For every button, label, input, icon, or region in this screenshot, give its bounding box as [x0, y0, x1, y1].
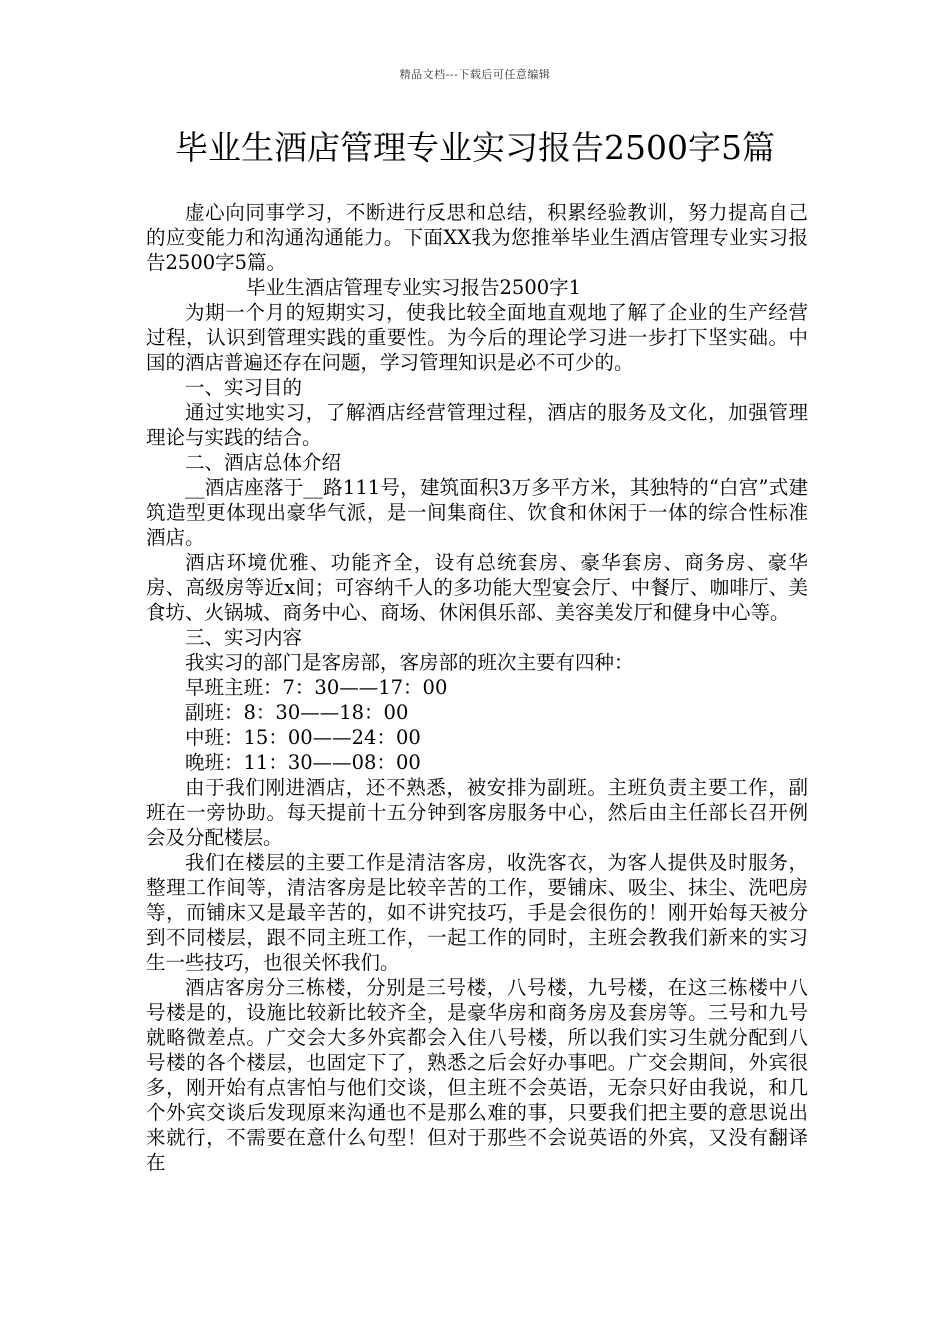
shift-item: 早班主班：7：30——17：00: [185, 676, 448, 699]
paragraph: 酒店环境优雅、功能齐全，设有总统套房、豪华套房、商务房、豪华房、高级房等近x间；可容纳千人的多功能大型宴会厅、中餐厅、咖啡厅、美食坊、火锅城、商务中心、商场、休闲俱乐部、美容美发厅和健身中心等。: [146, 551, 808, 624]
paragraph: 为期一个月的短期实习，使我比较全面地直观地了解了企业的生产经营过程，认识到管理实践的重要性。为今后的理论学习进一步打下坚实础。中国的酒店普遍还存在问题，学习管理知识是必不可少的。: [146, 301, 808, 374]
section-heading: 三、实习内容: [185, 626, 303, 649]
shift-item: 中班：15：00——24：00: [185, 726, 421, 749]
paragraph: __酒店座落于__路111号，建筑面积3万多平方米，其独特的“白宫”式建筑造型更体现出豪华气派，是一间集商住、饮食和休闲于一体的综合性标准酒店。: [146, 476, 808, 549]
paragraph: 我们在楼层的主要工作是清洁客房，收洗客衣，为客人提供及时服务，整理工作间等，清洁客房是比较辛苦的工作，要铺床、吸尘、抹尘、洗吧房等，而铺床又是最辛苦的，如不讲究技巧，手是会很伤的！刚开始每天被分到不同楼层，跟不同主班工作，一起工作的同时，主班会教我们新来的实习生一些技巧，也很关怀我们。: [146, 851, 808, 974]
document-title: 毕业生酒店管理专业实习报告2500字5篇: [175, 128, 775, 167]
report-subtitle: 毕业生酒店管理专业实习报告2500字1: [246, 276, 582, 299]
document-body: [146, 200, 808, 1175]
paragraph-intro: 虚心向同事学习，不断进行反思和总结，积累经验教训，努力提高自己的应变能力和沟通沟通能力。下面XX我为您推举毕业生酒店管理专业实习报告2500字5篇。: [146, 201, 808, 274]
section-heading: 一、实习目的: [185, 376, 303, 399]
paragraph: 由于我们刚进酒店，还不熟悉，被安排为副班。主班负责主要工作，副班在一旁协助。每天提前十五分钟到客房服务中心，然后由主任部长召开例会及分配楼层。: [146, 776, 808, 849]
shift-item: 晚班：11：30——08：00: [185, 751, 421, 774]
paragraph: 通过实地实习，了解酒店经营管理过程，酒店的服务及文化，加强管理理论与实践的结合。: [146, 401, 808, 449]
section-heading: 二、酒店总体介绍: [185, 451, 342, 474]
paragraph: 酒店客房分三栋楼，分别是三号楼，八号楼，九号楼，在这三栋楼中八号楼是的，设施比较新比较齐全，是豪华房和商务房及套房等。三号和九号就略微差点。广交会大多外宾都会入住八号楼，所以我们实习生就分配到八号楼的各个楼层，也固定下了，熟悉之后会好办事吧。广交会期间，外宾很多，刚开始有点害怕与他们交谈，但主班不会英语，无奈只好由我说，和几个外宾交谈后发现原来沟通也不是那么难的事，只要我们把主要的意思说出来就行，不需要在意什么句型！但对于那些不会说英语的外宾，又没有翻译在: [146, 976, 808, 1174]
paragraph: 我实习的部门是客房部，客房部的班次主要有四种：: [185, 651, 634, 674]
header-note: 精品文档---下载后可任意编辑: [399, 68, 551, 81]
shift-item: 副班：8：30——18：00: [185, 701, 409, 724]
